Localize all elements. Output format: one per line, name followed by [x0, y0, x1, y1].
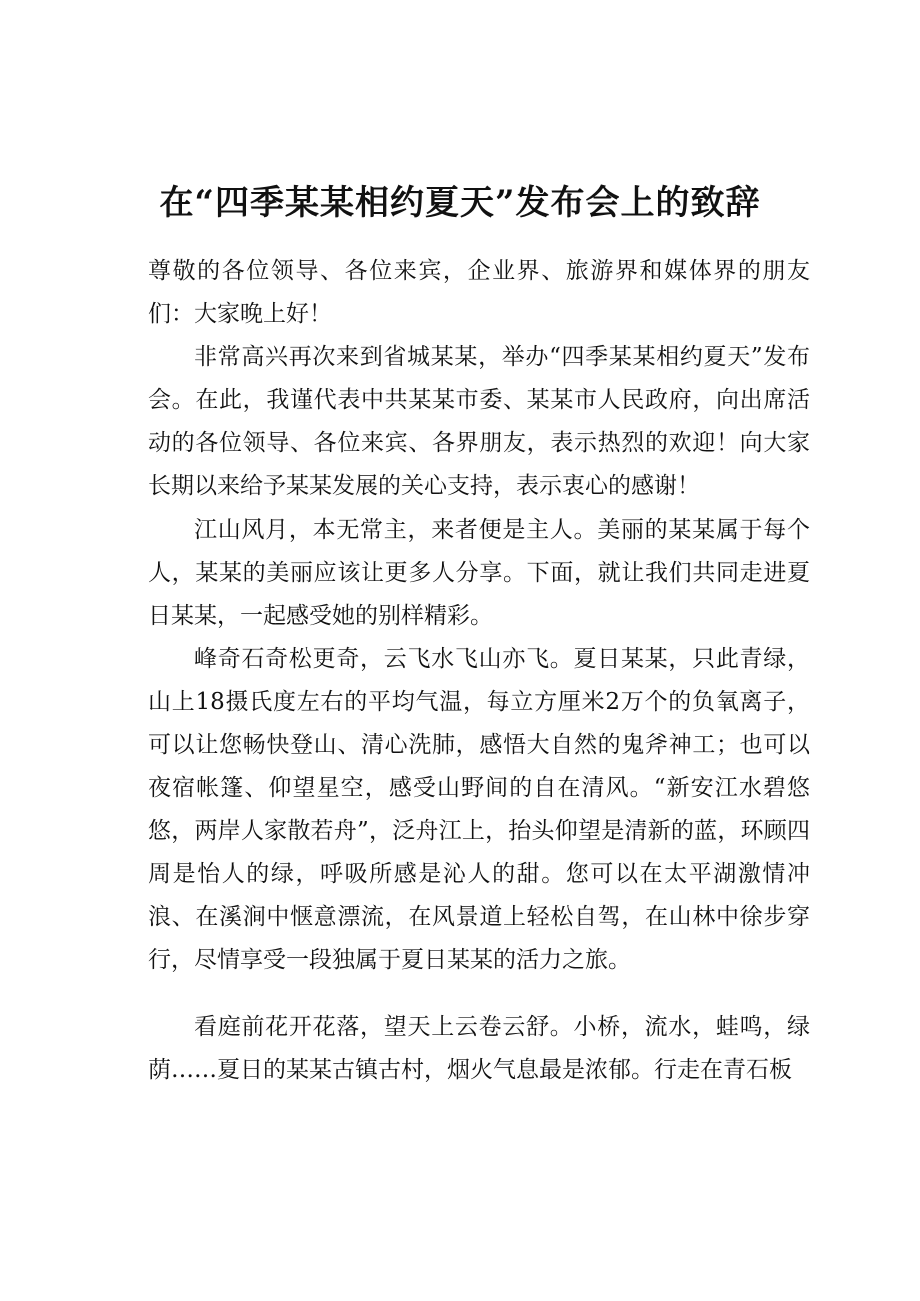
paragraph-town: 看庭前花开花落，望天上云卷云舒。小桥，流水，蛙鸣，绿荫……夏日的某某古镇古村，烟火气息最是浓郁。行走在青石板	[148, 1014, 810, 1083]
document-title: 在“四季某某相约夏天”发布会上的致辞	[159, 182, 761, 223]
paragraph-salute: 大家晚上好！	[194, 301, 332, 327]
paragraph-scenery: 江山风月，本无常主，来者便是主人。美丽的某某属于每个人，某某的美丽应该让更多人分享。下面，就让我们共同走进夏日某某，一起感受她的别样精彩。	[148, 517, 810, 629]
paragraph-summer: 峰奇石奇松更奇，云飞水飞山亦飞。夏日某某，只此青绿，山上18摄氏度左右的平均气温，每立方厘米2万个的负氧离子，可以让您畅快登山、清心洗肺，感悟大自然的鬼斧神工；也可以夜宿帐篷、仰望星空，感受山野间的自在清风。“新安江水碧悠悠，两岸人家散若舟”，泛舟江上，抬头仰望是清新的蓝，环顾四周是怡人的绿，呼吸所感是沁人的甜。您可以在太平湖激情冲浪、在溪涧中惬意漂流，在风景道上轻松自驾，在山林中徐步穿行，尽情享受一段独属于夏日某某的活力之旅。	[148, 646, 810, 973]
paragraph-welcome: 非常高兴再次来到省城某某，举办“四季某某相约夏天”发布会。在此，我谨代表中共某某市委、某某市人民政府，向出席活动的各位领导、各位来宾、各界朋友，表示热烈的欢迎！向大家长期以来给予某某发展的关心支持，表示衷心的感谢！	[148, 344, 810, 499]
paragraph-greeting: 尊敬的各位领导、各位来宾，企业界、旅游界和媒体界的朋友们：	[148, 258, 810, 327]
